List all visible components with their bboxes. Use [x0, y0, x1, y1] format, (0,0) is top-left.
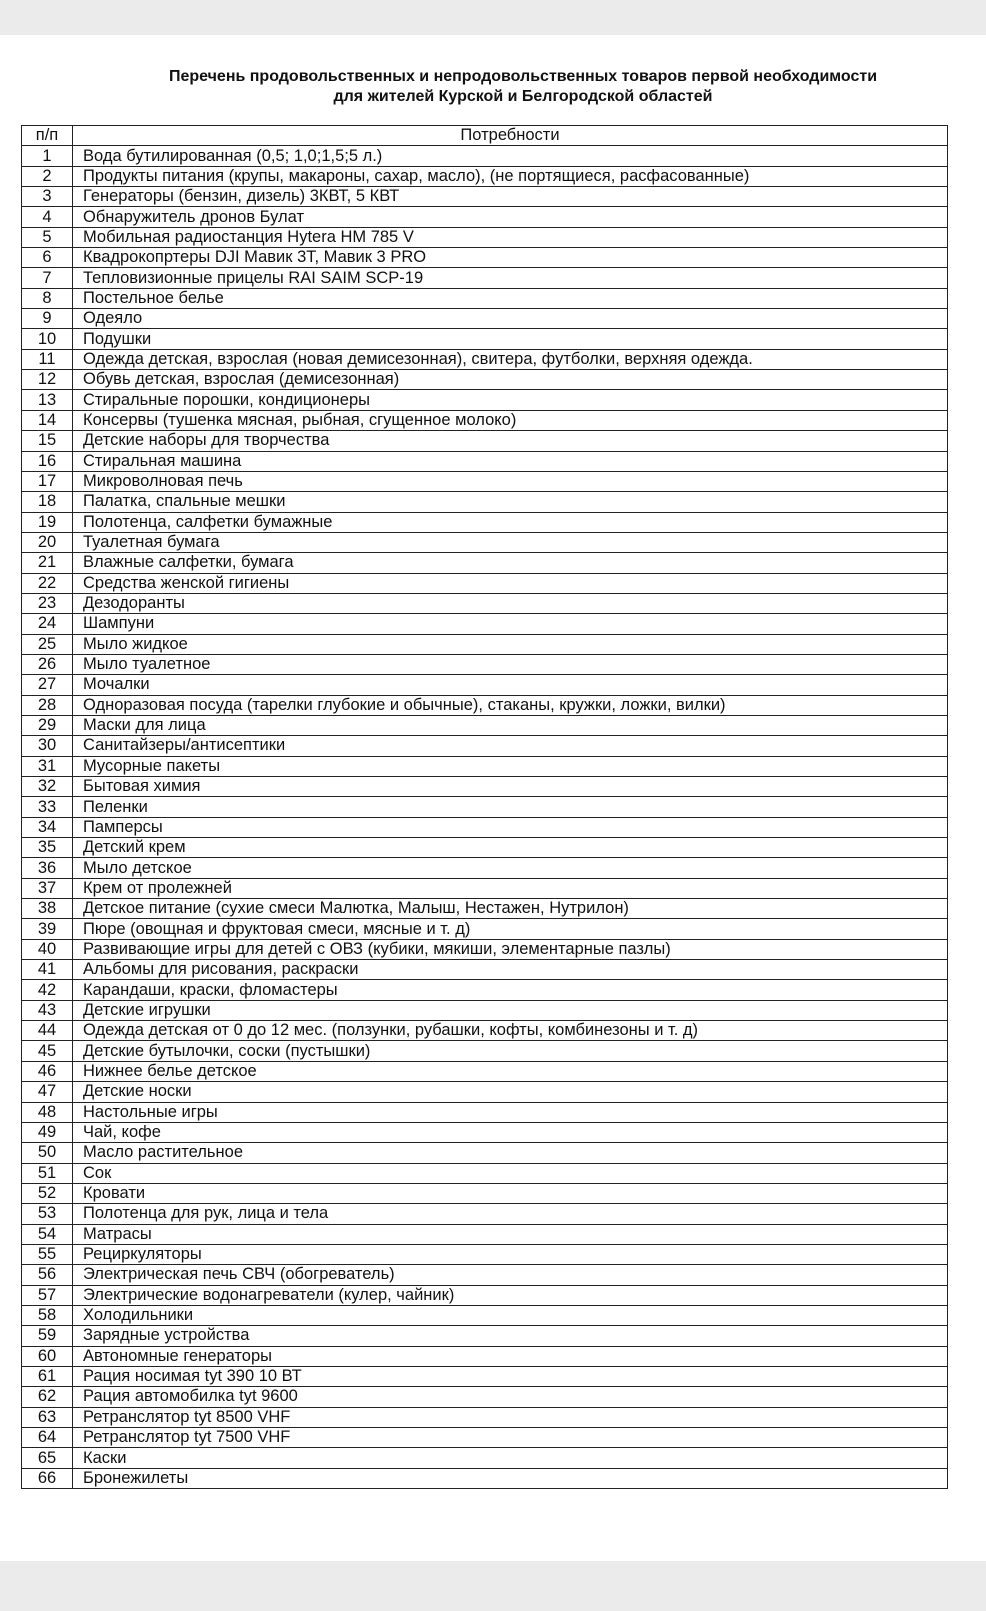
- table-row: [22, 512, 948, 532]
- row-item: Стиральные порошки, кондиционеры: [73, 390, 948, 410]
- row-item: Палатка, спальные мешки: [73, 492, 948, 512]
- row-number: 39: [22, 919, 73, 939]
- table-row: [22, 1265, 948, 1285]
- row-item: Подушки: [73, 329, 948, 349]
- row-item: Средства женской гигиены: [73, 573, 948, 593]
- row-item: Продукты питания (крупы, макароны, сахар, масло), (не портящиеся, расфасованные): [73, 166, 948, 186]
- table-row: [22, 634, 948, 654]
- row-number: 50: [22, 1143, 73, 1163]
- row-number: 34: [22, 817, 73, 837]
- row-item: Стиральная машина: [73, 451, 948, 471]
- table-row: [22, 370, 948, 390]
- table-row: [22, 492, 948, 512]
- row-number: 13: [22, 390, 73, 410]
- row-number: 49: [22, 1122, 73, 1142]
- row-item: Одноразовая посуда (тарелки глубокие и обычные), стаканы, кружки, ложки, вилки): [73, 695, 948, 715]
- row-number: 63: [22, 1407, 73, 1427]
- table-row: [22, 1346, 948, 1366]
- row-number: 27: [22, 675, 73, 695]
- row-number: 16: [22, 451, 73, 471]
- row-item: Альбомы для рисования, раскраски: [73, 960, 948, 980]
- row-item: Сок: [73, 1163, 948, 1183]
- table-row: [22, 207, 948, 227]
- row-item: Настольные игры: [73, 1102, 948, 1122]
- row-number: 43: [22, 1000, 73, 1020]
- row-number: 11: [22, 349, 73, 369]
- row-number: 35: [22, 838, 73, 858]
- table-row: [22, 1244, 948, 1264]
- row-number: 28: [22, 695, 73, 715]
- row-item: Карандаши, краски, фломастеры: [73, 980, 948, 1000]
- table-row: [22, 858, 948, 878]
- table-row: [22, 431, 948, 451]
- table-row: [22, 1143, 948, 1163]
- row-number: 61: [22, 1366, 73, 1386]
- table-row: [22, 736, 948, 756]
- table-row: [22, 268, 948, 288]
- row-item: Квадрокопртеры DJI Мавик 3T, Мавик 3 PRO: [73, 248, 948, 268]
- row-number: 7: [22, 268, 73, 288]
- row-number: 6: [22, 248, 73, 268]
- row-number: 5: [22, 227, 73, 247]
- row-item: Влажные салфетки, бумага: [73, 553, 948, 573]
- row-number: 15: [22, 431, 73, 451]
- row-item: Дезодоранты: [73, 593, 948, 613]
- row-item: Чай, кофе: [73, 1122, 948, 1142]
- row-number: 52: [22, 1183, 73, 1203]
- document-title: [0, 67, 986, 107]
- table-row: [22, 532, 948, 552]
- table-row: [22, 614, 948, 634]
- table-row: [22, 573, 948, 593]
- row-item: Нижнее белье детское: [73, 1061, 948, 1081]
- row-item: Мусорные пакеты: [73, 756, 948, 776]
- table-row: [22, 1387, 948, 1407]
- row-number: 21: [22, 553, 73, 573]
- row-number: 3: [22, 187, 73, 207]
- row-number: 32: [22, 777, 73, 797]
- table-row: [22, 1407, 948, 1427]
- table-row: [22, 899, 948, 919]
- row-number: 8: [22, 288, 73, 308]
- title-line-2: для жителей Курской и Белгородской областей: [333, 88, 713, 105]
- row-number: 42: [22, 980, 73, 1000]
- table-row: [22, 1204, 948, 1224]
- table-row: [22, 329, 948, 349]
- row-item: Детские игрушки: [73, 1000, 948, 1020]
- row-number: 57: [22, 1285, 73, 1305]
- row-number: 38: [22, 899, 73, 919]
- table-row: [22, 777, 948, 797]
- table-header-row: [22, 126, 948, 146]
- table-row: [22, 715, 948, 735]
- row-item: Мочалки: [73, 675, 948, 695]
- title-line-1: Перечень продовольственных и непродовольственных товаров первой необходимости: [168, 68, 878, 85]
- row-number: 26: [22, 654, 73, 674]
- row-number: 51: [22, 1163, 73, 1183]
- row-item: Каски: [73, 1448, 948, 1468]
- table-row: [22, 1448, 948, 1468]
- row-item: Полотенца для рук, лица и тела: [73, 1204, 948, 1224]
- table-row: [22, 593, 948, 613]
- row-number: 25: [22, 634, 73, 654]
- row-item: Крем от пролежней: [73, 878, 948, 898]
- row-number: 10: [22, 329, 73, 349]
- table-row: [22, 1468, 948, 1488]
- row-item: Микроволновая печь: [73, 471, 948, 491]
- table-row: [22, 309, 948, 329]
- row-item: Маски для лица: [73, 715, 948, 735]
- table-row: [22, 939, 948, 959]
- row-item: Рация носимая tyt 390 10 ВТ: [73, 1366, 948, 1386]
- row-number: 20: [22, 532, 73, 552]
- table-row: [22, 1305, 948, 1325]
- table-row: [22, 1163, 948, 1183]
- row-number: 37: [22, 878, 73, 898]
- row-number: 41: [22, 960, 73, 980]
- row-number: 60: [22, 1346, 73, 1366]
- table-body: [22, 146, 948, 1489]
- row-item: Детский крем: [73, 838, 948, 858]
- row-item: Детские носки: [73, 1082, 948, 1102]
- table-row: [22, 1000, 948, 1020]
- row-item: Матрасы: [73, 1224, 948, 1244]
- row-number: 40: [22, 939, 73, 959]
- table-row: [22, 1041, 948, 1061]
- row-item: Обувь детская, взрослая (демисезонная): [73, 370, 948, 390]
- row-item: Пеленки: [73, 797, 948, 817]
- table-row: [22, 349, 948, 369]
- row-number: 1: [22, 146, 73, 166]
- row-item: Тепловизионные прицелы RAI SAIM SCP-19: [73, 268, 948, 288]
- table-row: [22, 756, 948, 776]
- table-row: [22, 553, 948, 573]
- row-number: 30: [22, 736, 73, 756]
- row-number: 23: [22, 593, 73, 613]
- row-number: 62: [22, 1387, 73, 1407]
- row-item: Памперсы: [73, 817, 948, 837]
- table-row: [22, 471, 948, 491]
- row-number: 59: [22, 1326, 73, 1346]
- row-number: 65: [22, 1448, 73, 1468]
- row-item: Бытовая химия: [73, 777, 948, 797]
- row-item: Шампуни: [73, 614, 948, 634]
- row-item: Одежда детская, взрослая (новая демисезонная), свитера, футболки, верхняя одежда.: [73, 349, 948, 369]
- table-row: [22, 919, 948, 939]
- row-item: Детские бутылочки, соски (пустышки): [73, 1041, 948, 1061]
- table-row: [22, 960, 948, 980]
- column-header-number: п/п: [22, 126, 73, 146]
- row-number: 17: [22, 471, 73, 491]
- row-item: Рециркуляторы: [73, 1244, 948, 1264]
- row-item: Ретранслятор tyt 7500 VHF: [73, 1428, 948, 1448]
- row-number: 58: [22, 1305, 73, 1325]
- row-number: 29: [22, 715, 73, 735]
- table-row: [22, 227, 948, 247]
- row-number: 54: [22, 1224, 73, 1244]
- table-row: [22, 1021, 948, 1041]
- row-item: Рация автомобилка tyt 9600: [73, 1387, 948, 1407]
- row-number: 22: [22, 573, 73, 593]
- row-item: Одеяло: [73, 309, 948, 329]
- column-header-needs: Потребности: [73, 126, 948, 146]
- table-row: [22, 654, 948, 674]
- row-item: Автономные генераторы: [73, 1346, 948, 1366]
- row-number: 19: [22, 512, 73, 532]
- row-number: 55: [22, 1244, 73, 1264]
- table-row: [22, 1183, 948, 1203]
- row-item: Развивающие игры для детей с ОВЗ (кубики, мякиши, элементарные пазлы): [73, 939, 948, 959]
- row-number: 64: [22, 1428, 73, 1448]
- row-item: Электрическая печь СВЧ (обогреватель): [73, 1265, 948, 1285]
- row-item: Пюре (овощная и фруктовая смеси, мясные и т. д): [73, 919, 948, 939]
- row-item: Мобильная радиостанция Hytera HM 785 V: [73, 227, 948, 247]
- row-number: 56: [22, 1265, 73, 1285]
- table-row: [22, 797, 948, 817]
- table-row: [22, 1122, 948, 1142]
- table-row: [22, 878, 948, 898]
- row-item: Электрические водонагреватели (кулер, чайник): [73, 1285, 948, 1305]
- table-row: [22, 187, 948, 207]
- table-row: [22, 1061, 948, 1081]
- table-row: [22, 1102, 948, 1122]
- row-number: 48: [22, 1102, 73, 1122]
- row-number: 9: [22, 309, 73, 329]
- row-number: 31: [22, 756, 73, 776]
- table-row: [22, 980, 948, 1000]
- table-row: [22, 675, 948, 695]
- table-row: [22, 146, 948, 166]
- row-number: 12: [22, 370, 73, 390]
- table-row: [22, 410, 948, 430]
- row-item: Бронежилеты: [73, 1468, 948, 1488]
- table-row: [22, 838, 948, 858]
- needs-table: [21, 125, 948, 1489]
- table-row: [22, 390, 948, 410]
- row-number: 45: [22, 1041, 73, 1061]
- table-row: [22, 1326, 948, 1346]
- row-number: 2: [22, 166, 73, 186]
- table-row: [22, 1428, 948, 1448]
- row-item: Зарядные устройства: [73, 1326, 948, 1346]
- document-page: [0, 35, 986, 1561]
- row-number: 36: [22, 858, 73, 878]
- row-item: Мыло туалетное: [73, 654, 948, 674]
- row-item: Масло растительное: [73, 1143, 948, 1163]
- row-item: Обнаружитель дронов Булат: [73, 207, 948, 227]
- row-item: Генераторы (бензин, дизель) 3КВТ, 5 КВТ: [73, 187, 948, 207]
- row-item: Санитайзеры/антисептики: [73, 736, 948, 756]
- row-number: 66: [22, 1468, 73, 1488]
- row-number: 46: [22, 1061, 73, 1081]
- table-row: [22, 695, 948, 715]
- row-number: 33: [22, 797, 73, 817]
- row-item: Холодильники: [73, 1305, 948, 1325]
- row-item: Полотенца, салфетки бумажные: [73, 512, 948, 532]
- row-item: Мыло детское: [73, 858, 948, 878]
- table-row: [22, 1224, 948, 1244]
- row-number: 14: [22, 410, 73, 430]
- row-item: Одежда детская от 0 до 12 мес. (ползунки, рубашки, кофты, комбинезоны и т. д): [73, 1021, 948, 1041]
- row-number: 44: [22, 1021, 73, 1041]
- row-item: Кровати: [73, 1183, 948, 1203]
- table-row: [22, 288, 948, 308]
- table-row: [22, 1082, 948, 1102]
- row-item: Консервы (тушенка мясная, рыбная, сгущенное молоко): [73, 410, 948, 430]
- row-number: 4: [22, 207, 73, 227]
- row-number: 47: [22, 1082, 73, 1102]
- row-number: 18: [22, 492, 73, 512]
- table-row: [22, 817, 948, 837]
- table-row: [22, 1366, 948, 1386]
- row-item: Детское питание (сухие смеси Малютка, Малыш, Нестажен, Нутрилон): [73, 899, 948, 919]
- table-row: [22, 166, 948, 186]
- table-row: [22, 1285, 948, 1305]
- row-item: Ретранслятор tyt 8500 VHF: [73, 1407, 948, 1427]
- row-item: Туалетная бумага: [73, 532, 948, 552]
- row-item: Детские наборы для творчества: [73, 431, 948, 451]
- row-item: Постельное белье: [73, 288, 948, 308]
- table-row: [22, 248, 948, 268]
- table-row: [22, 451, 948, 471]
- row-item: Мыло жидкое: [73, 634, 948, 654]
- row-item: Вода бутилированная (0,5; 1,0;1,5;5 л.): [73, 146, 948, 166]
- row-number: 24: [22, 614, 73, 634]
- row-number: 53: [22, 1204, 73, 1224]
